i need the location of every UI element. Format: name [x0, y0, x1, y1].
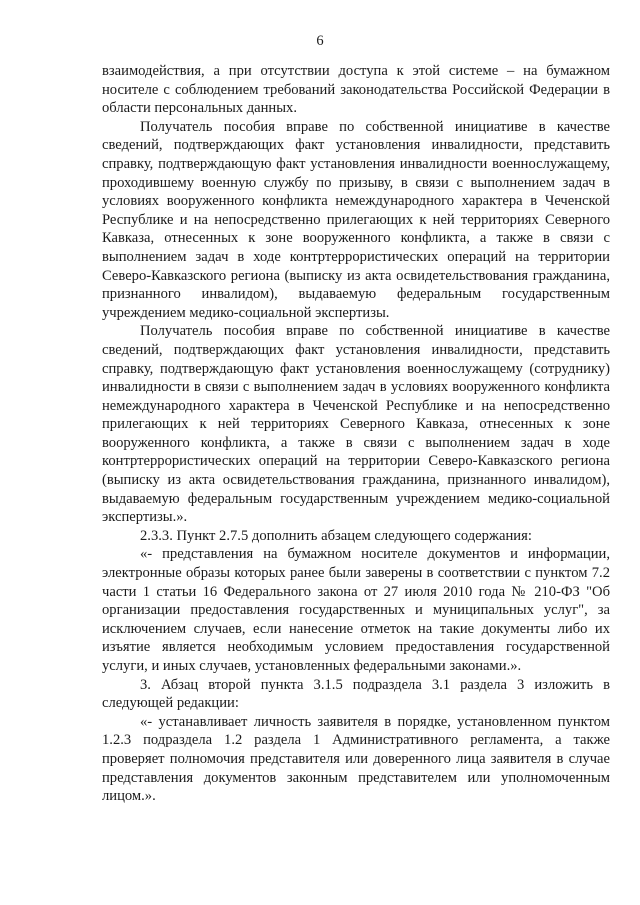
paragraph-4: 2.3.3. Пункт 2.7.5 дополнить абзацем следующего содержания:	[140, 527, 532, 544]
paragraph-2: Получатель пособия вправе по собственной инициативе в качестве сведений, подтверждающих факт установления инвалидности, представить справку, подтверждающую факт установления инвалидности военнослужащему, проходившему военную службу по призыву, в связи с выполнением задач в условиях вооруженного конфликта немеждународного характера в Чеченской Республике и на непосредственно прилегающих к ней территориях Северного Кавказа, отнесенных к зоне вооруженного конфликта, а также в связи с выполнением задач в ходе контртеррористических операций на территории Северо-Кавказского региона (выписку из акта освидетельствования гражданина, признанного инвалидом), выдаваемую федеральным государственным учреждением медико-социальной экспертизы.	[102, 118, 610, 321]
document-body	[102, 62, 610, 806]
page-number: 6	[316, 33, 324, 49]
paragraph-1: взаимодействия, а при отсутствии доступа к этой системе – на бумажном носителе с соблюдением требований законодательства Российской Федерации в области персональных данных.	[102, 63, 610, 117]
paragraph-5: «- представления на бумажном носителе документов и информации, электронные образы которых ранее были заверены в соответствии с пунктом 7.2 части 1 статьи 16 Федерального закона от 27 июля 2010 года № 210-ФЗ "Об организации предоставления государственных и муниципальных услуг", за исключением случаев, если нанесение отметок на такие документы либо их изъятие является необходимым условием предоставления государственной услуги, и иных случаев, установленных федеральными законами.».	[102, 546, 610, 674]
paragraph-6: 3. Абзац второй пункта 3.1.5 подраздела 3.1 раздела 3 изложить в следующей редакции:	[102, 676, 610, 712]
paragraph-7: «- устанавливает личность заявителя в порядке, установленном пунктом 1.2.3 подраздела 1.2 раздела 1 Административного регламента, а также проверяет полномочия представителя или доверенного лица заявителя в случае представления документов законным представителем или уполномоченным лицом.».	[102, 713, 610, 805]
paragraph-3: Получатель пособия вправе по собственной инициативе в качестве сведений, подтверждающих факт установления инвалидности, представить справку, подтверждающую факт установления военнослужащему (сотруднику) инвалидности в связи с выполнением задач в условиях вооруженного конфликта немеждународного характера в Чеченской Республике и на непосредственно прилегающих к ней территориях Северного Кавказа, отнесенных к зоне вооруженного конфликта, а также в связи с выполнением задач в ходе контртеррористических операций на территории Северо-Кавказского региона (выписку из акта освидетельствования гражданина, признанного инвалидом), выдаваемую федеральным государственным учреждением медико-социальной экспертизы.».	[102, 323, 610, 526]
